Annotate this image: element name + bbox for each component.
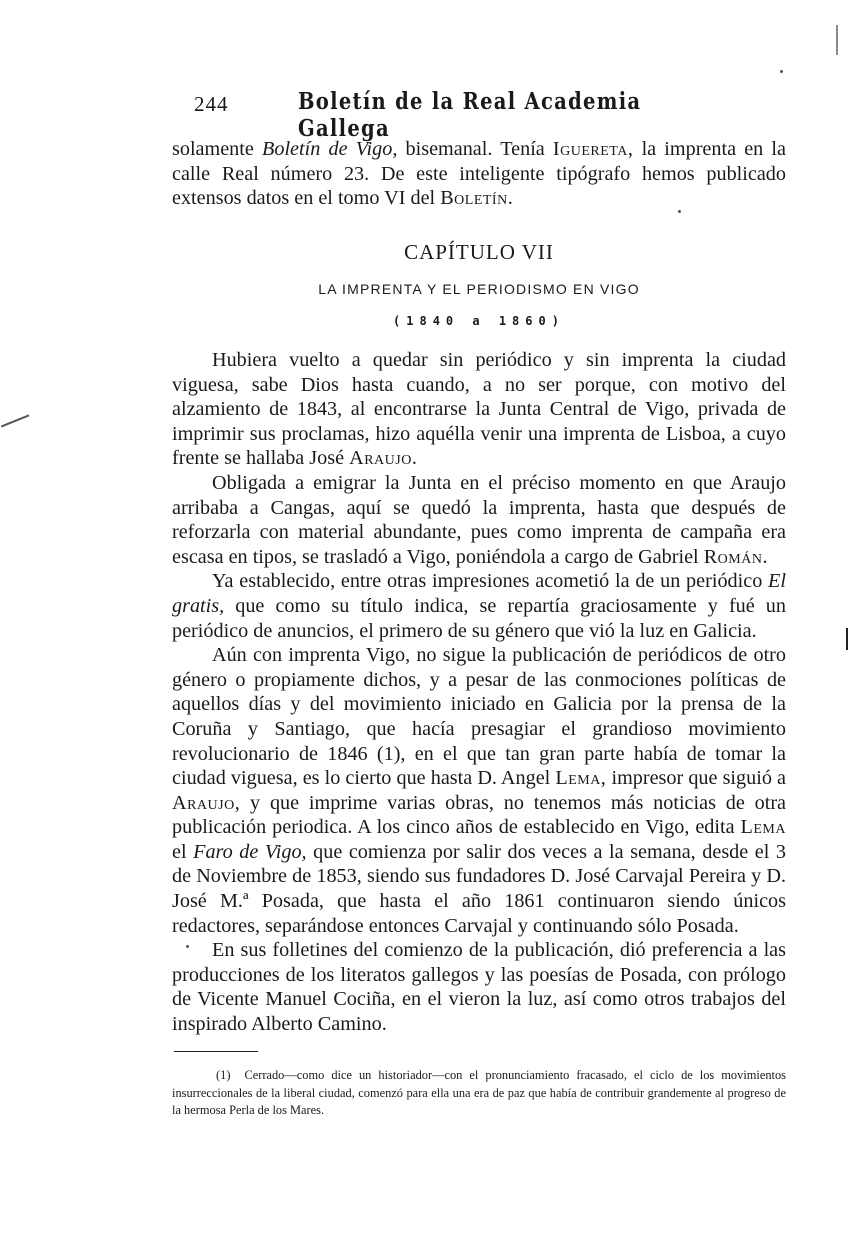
scan-mark [678, 210, 681, 213]
chapter-subtitle: LA IMPRENTA Y EL PERIODISMO EN VIGO [318, 281, 640, 297]
footnote [172, 1067, 786, 1120]
chapter-title: CAPÍTULO VII [404, 240, 554, 264]
intro-paragraph: solamente Boletín de Vigo, bisemanal. Tenía Iguereta, la imprenta en la calle Real número 23. De este inteligente tipógrafo hemos publicado extensos datos en el tomo VI del Boletín. [172, 138, 786, 210]
paragraph: Hubiera vuelto a quedar sin periódico y sin imprenta la ciudad viguesa, sabe Dios hasta cuando, a no ser porque, con motivo del alzamiento de 1843, al encontrarse la Junta Central de Vigo, privada de imprimir sus proclamas, hizo aquélla venir una imprenta de Lisboa, a cuyo frente se hallaba José Araujo. [172, 349, 786, 470]
footnote-text: Cerrado—como dice un historiador—con el pronunciamiento fracasado, el ciclo de los movimientos insurreccionales de la liberal ciudad, comenzó para ella una era de paz que había de contribuir grandemente al progreso de la hermosa Perla de los Mares. [172, 1068, 786, 1118]
scan-mark [780, 70, 783, 73]
scan-mark [186, 945, 189, 948]
footnote-mark: (1) [216, 1068, 231, 1082]
journal-title: Boletín de la Real Academia Gallega [298, 88, 642, 142]
chapter-dates: (1840 a 1860) [393, 314, 565, 328]
scan-mark [846, 628, 848, 650]
paragraph: En sus folletines del comienzo de la publicación, dió preferencia a las producciones de los literatos gallegos y las poesías de Posada, con prólogo de Vicente Manuel Cociña, en el vieron la luz, así como otros trabajos del inspirado Alberto Camino. [172, 939, 786, 1036]
chapter-body [172, 348, 786, 1037]
paragraph: Aún con imprenta Vigo, no sigue la publicación de periódicos de otro género o propiamente dichos, y a pesar de las conmociones políticas de aquellos días y del movimiento iniciado en Galicia por la prensa de la Coruña y Santiago, que hacía presagiar el grandioso movimiento revolucionario de 1846 (1), en el que tan gran parte había de tomar la ciudad viguesa, es lo cierto que hasta D. Angel Lema, impresor que siguió a Araujo, y que imprime varias obras, no tenemos más noticias de otra publicación periodica. A los cinco años de establecido en Vigo, edita Lema el Faro de Vigo, que comienza por salir dos veces a la semana, desde el 3 de Noviembre de 1853, siendo sus fundadores D. José Carvajal Pereira y D. José M.ª Posada, que hasta el año 1861 continuaron siendo únicos redactores, separándose entonces Carvajal y continuando sólo Posada. [172, 644, 786, 937]
paragraph: Obligada a emigrar la Junta en el préciso momento en que Araujo arribaba a Cangas, aquí se quedó la imprenta, hasta que después de reforzarla con material abundante, pues como imprenta de campaña era escasa en tipos, se trasladó a Vigo, poniéndola a cargo de Gabriel Román. [172, 471, 786, 568]
paragraph: Ya establecido, entre otras impresiones acometió la de un periódico El gratis, que como su título indica, se repartía graciosamente y fué un periódico de anuncios, el primero de su género que vió la luz en Galicia. [172, 570, 786, 642]
footnote-divider [174, 1051, 258, 1052]
scan-mark [1, 414, 29, 427]
running-head [190, 88, 790, 142]
intro-text [172, 137, 786, 211]
scan-mark [836, 25, 838, 55]
page-number: 244 [194, 92, 229, 116]
